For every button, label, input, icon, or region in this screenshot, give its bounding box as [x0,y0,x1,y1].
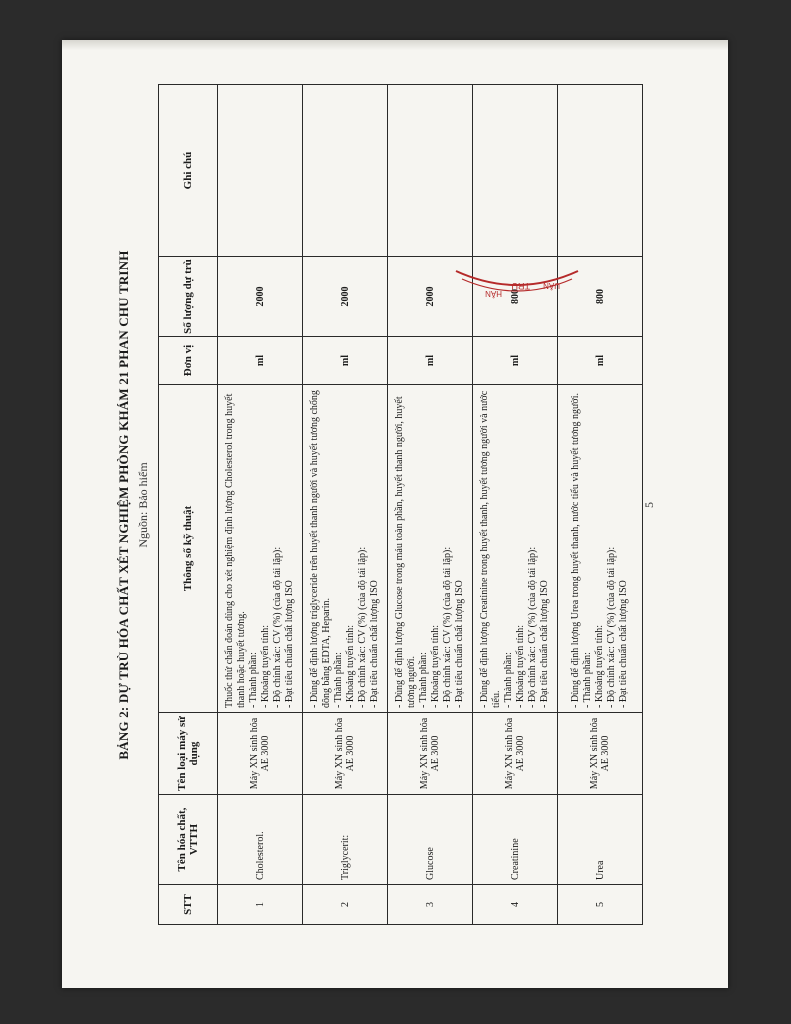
cell-spec [218,385,303,713]
table-row [303,85,388,925]
cell-unit: ml [388,337,473,385]
cell-stt: 4 [473,885,558,925]
cell-qty: 800 [473,257,558,337]
document-page [62,40,728,988]
spec-line: - Thành phần: [248,652,259,708]
cell-name: Glucose [388,795,473,885]
spec-line: - Dùng để định lượng Creatinine trong huyết thanh, huyết tương người và nước tiểu. [479,390,502,708]
cell-name: Urea [558,795,643,885]
table-row [558,85,643,925]
cell-note [218,85,303,257]
spec-line: - Độ chính xác: CV (%) (của độ tái lặp): [606,546,617,708]
spec-line: - Khoảng tuyến tính: [515,624,526,708]
cell-name: Cholesterol. [218,795,303,885]
cell-stt: 1 [218,885,303,925]
spec-line: - Dùng để định lượng Urea trong huyết thanh, nước tiểu và huyết tương người. [570,393,581,708]
spec-line: - Đạt tiêu chuẩn chất lượng ISO [284,580,295,708]
table-body [218,85,643,925]
header-spec: Thông số kỹ thuật [159,385,218,713]
table-row [388,85,473,925]
cell-qty: 2000 [303,257,388,337]
cell-unit: ml [473,337,558,385]
spec-line: - Khoảng tuyến tính: [345,624,356,708]
cell-stt: 2 [303,885,388,925]
document-source: Nguồn: Bảo hiểm [136,462,150,548]
spec-line: - Đạt tiêu chuẩn chất lượng ISO [454,580,465,708]
chemical-table [158,84,643,925]
page-edge [62,40,728,50]
cell-qty: 800 [558,257,643,337]
spec-line: - Thành phần: [582,652,593,708]
spec-line: Thuốc thử chẩn đoán dùng cho xét nghiệm định lượng Cholesterol trong huyết thanh hoặc huyết tương. [224,393,247,708]
header-machine: Tên loại máy sử dụng [159,713,218,795]
spec-line: - Đạt tiêu chuẩn chất lượng ISO [539,580,550,708]
spec-line: - Đạt tiêu chuẩn chất lượng ISO [618,580,629,708]
cell-machine: Máy XN sinh hóa AE 3000 [388,713,473,795]
table-row [473,85,558,925]
stamp-text-3: UÂN [543,281,560,290]
spec-line: - Khoảng tuyến tính: [430,624,441,708]
spec-line: - Độ chính xác: CV (%) (của độ tái lặp): [272,546,283,708]
cell-note [303,85,388,257]
cell-qty: 2000 [218,257,303,337]
stamp-text-2: TRU [511,281,530,291]
table-header-row [159,85,218,925]
cell-name: Creatinine [473,795,558,885]
cell-machine: Máy XN sinh hóa AE 3000 [218,713,303,795]
cell-unit: ml [558,337,643,385]
cell-spec [303,385,388,713]
cell-note [388,85,473,257]
header-unit: Đơn vị [159,337,218,385]
stamp-graphic [452,265,582,305]
spec-line: - Độ chính xác: CV (%) (của độ tái lặp): [442,546,453,708]
cell-spec [473,385,558,713]
spec-line: - Đạt tiêu chuẩn chất lượng ISO [369,580,380,708]
cell-unit: ml [218,337,303,385]
header-note: Ghi chú [159,85,218,257]
spec-line: - Độ chính xác: CV (%) (của độ tái lặp): [527,546,538,708]
spec-line: - Thành phần: [418,652,429,708]
page-number: 5 [642,502,656,508]
red-stamp [452,265,582,305]
cell-note [558,85,643,257]
spec-line: - Khoảng tuyến tính: [260,624,271,708]
cell-machine: Máy XN sinh hóa AE 3000 [558,713,643,795]
table-row [218,85,303,925]
cell-note [473,85,558,257]
cell-spec [388,385,473,713]
header-stt: STT [159,885,218,925]
cell-machine: Máy XN sinh hóa AE 3000 [473,713,558,795]
cell-stt: 3 [388,885,473,925]
spec-line: - Độ chính xác: CV (%) (của độ tái lặp): [357,546,368,708]
document-title: BẢNG 2: DỰ TRÙ HÓA CHẤT XÉT NGHIỆM PHÒNG KHÁM 21 PHAN CHU TRINH [116,250,131,760]
cell-unit: ml [303,337,388,385]
spec-line: - Thành phần: [333,652,344,708]
spec-line: - Khoảng tuyến tính: [594,624,605,708]
cell-qty: 2000 [388,257,473,337]
rotated-content [102,75,662,935]
header-name: Tên hóa chất, VTTH [159,795,218,885]
spec-line: - Dùng để định lượng Glucose trong máu toàn phần, huyết thanh người, huyết tương người. [394,396,417,708]
spec-line: - Dùng để định lượng triglyceride trên huyết thanh người và huyết tương chống đông bằng EDTA, Heparin. [309,390,332,708]
spec-line: - Thành phần: [503,652,514,708]
header-qty: Số lượng dự trù [159,257,218,337]
cell-stt: 5 [558,885,643,925]
stamp-text-1: HÂN [485,289,502,298]
cell-machine: Máy XN sinh hóa AE 3000 [303,713,388,795]
cell-spec [558,385,643,713]
cell-name: Triglycerit: [303,795,388,885]
